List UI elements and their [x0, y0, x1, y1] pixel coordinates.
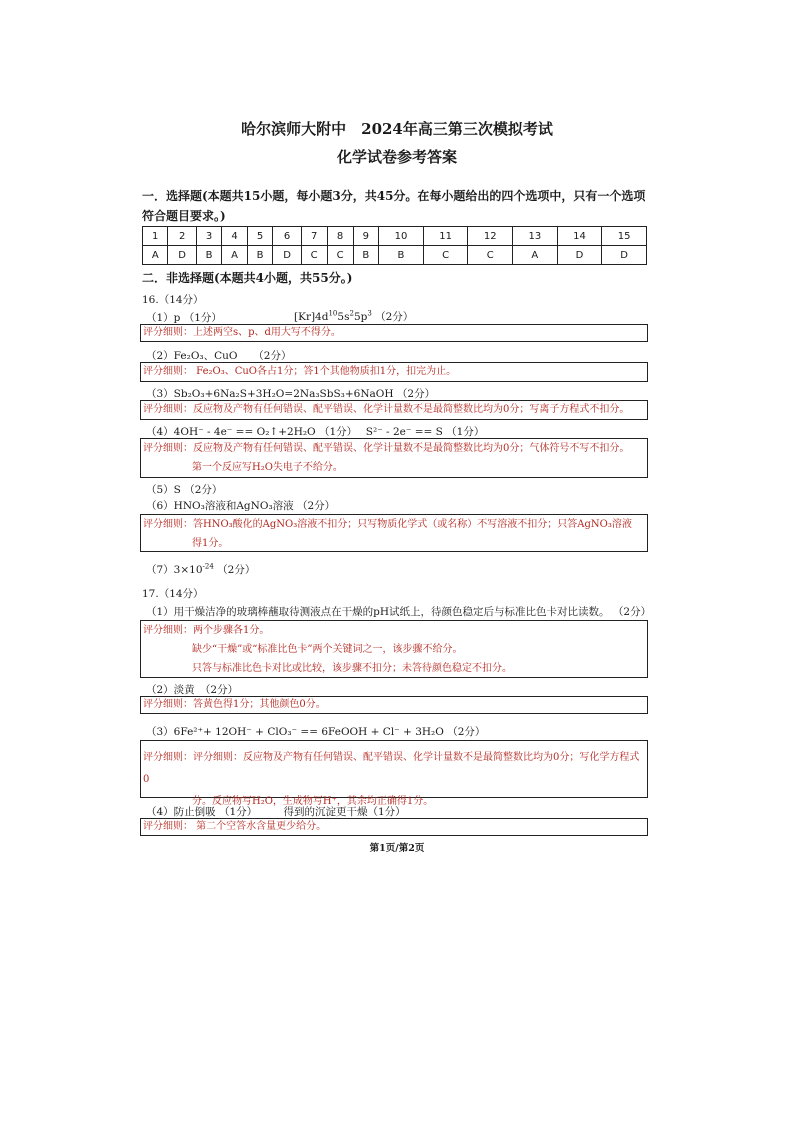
question-number-cell: 3	[196, 227, 222, 246]
question-number-cell: 10	[379, 227, 424, 246]
answer-cell: C	[327, 246, 353, 265]
q16-note4-line2: 第一个反应写H₂O失电子不给分。	[192, 462, 343, 473]
answer-cell: B	[247, 246, 273, 265]
page-footer: 第1页/第2页	[369, 843, 425, 854]
answer-cell: D	[273, 246, 301, 265]
q16-note6-line1: 评分细则：答HNO₃酸化的AgNO₃溶液不扣分；只写物质化学式（或名称）不写溶液不扣分；只答AgNO₃溶液	[143, 519, 632, 530]
q17-note1	[140, 620, 648, 678]
q16-part5: （5）S （2分）	[146, 484, 223, 496]
answer-cell: C	[468, 246, 513, 265]
question-number-cell: 8	[327, 227, 353, 246]
q17-note3	[140, 740, 648, 807]
q16-part7-exponent: -24	[202, 562, 214, 571]
q17-note3-line2: 分。反应物写H₂O，生成物写H⁺，其余均正确得1分。	[192, 796, 434, 807]
q17-note1-line3: 只答与标准比色卡对比或比较，该步骤不扣分；未答待颜色稳定不扣分。	[192, 663, 512, 674]
answer-cell: B	[379, 246, 424, 265]
question-number-row	[143, 227, 647, 246]
q17-part4: （4）防止倒吸 （1分） 得到的沉淀更干燥（1分）	[146, 806, 406, 818]
question-number-cell: 15	[602, 227, 647, 246]
q16-part3: （3）Sb₂O₃+6Na₂S+3H₂O=2Na₃SbS₃+6NaOH （2分）	[146, 388, 436, 400]
question-number-cell: 13	[513, 227, 558, 246]
q17-note2: 评分细则：答黄色得1分；其他颜色0分。	[140, 696, 648, 714]
q16-note4	[140, 438, 648, 478]
q16-part7-score: （2分）	[213, 564, 256, 576]
answer-cell: A	[513, 246, 558, 265]
answer-cell: A	[143, 246, 168, 265]
q16-note6-line2: 得1分。	[192, 538, 229, 549]
answer-cell: C	[301, 246, 327, 265]
answer-cell: D	[602, 246, 647, 265]
q16-title: 16.（14分）	[142, 294, 204, 306]
q16-note4-line1: 评分细则：反应物及产物有任何错误、配平错误、化学计量数不是最简整数比均为0分；气体符号不写不扣分。	[143, 443, 630, 454]
question-number-cell: 14	[557, 227, 602, 246]
q17-note3-line1: 评分细则：评分细则：反应物及产物有任何错误、配平错误、化学计量数不是最简整数比均为0分；写化学方程式0	[143, 752, 640, 785]
q16-part1-config: $[Kr]4d^{10}5s^25p^3$ （2分）	[294, 309, 414, 323]
q16-part1-score: （2分）	[375, 311, 414, 323]
q16-part6: （6）HNO₃溶液和AgNO₃溶液 （2分）	[146, 500, 336, 512]
q17-note1-line2: 缺少“干燥”或“标准比色卡”两个关键词之一，该步骤不给分。	[192, 644, 463, 655]
answer-row	[143, 246, 647, 265]
question-number-cell: 9	[353, 227, 379, 246]
q17-part1: （1）用干燥洁净的玻璃棒蘸取待测液点在干燥的pH试纸上，待颜色稳定后与标准比色卡对比读数。 （2分）	[146, 606, 652, 618]
answer-cell: B	[196, 246, 222, 265]
q17-title: 17.（14分）	[142, 588, 204, 600]
q16-part7-base: （7）3×10	[146, 564, 203, 576]
answer-cell: D	[557, 246, 602, 265]
section1-heading: 一．选择题(本题共15小题，每小题3分，共45分。在每小题给出的四个选项中，只有一个选项符合题目要求。)	[142, 189, 646, 223]
question-number-cell: 12	[468, 227, 513, 246]
question-number-cell: 4	[222, 227, 247, 246]
answer-cell: A	[222, 246, 247, 265]
q17-note4: 评分细则： 第二个空答水含量更少给分。	[140, 818, 648, 836]
q17-part3: （3）6Fe²⁺+ 12OH⁻ + ClO₃⁻ == 6FeOOH + Cl⁻ + 3H₂O （2分）	[146, 726, 486, 738]
q16-part1: （1）p （1分）	[146, 312, 222, 324]
exam-subtitle: 化学试卷参考答案	[336, 148, 457, 166]
answer-cell: B	[353, 246, 379, 265]
q16-note1: 评分细则：上述两空s、p、d用大写不得分。	[140, 324, 648, 342]
q16-part2: （2）Fe₂O₃、CuO （2分）	[146, 350, 292, 362]
q16-part7	[146, 562, 255, 577]
answer-table	[142, 226, 647, 265]
question-number-cell: 11	[423, 227, 468, 246]
q17-note1-line1: 评分细则：两个步骤各1分。	[143, 625, 270, 636]
question-number-cell: 2	[168, 227, 196, 246]
question-number-cell: 1	[143, 227, 168, 246]
question-number-cell: 6	[273, 227, 301, 246]
q16-note2: 评分细则： Fe₂O₃、CuO各占1分；答1个其他物质扣1分，扣完为止。	[140, 362, 648, 382]
section2-heading: 二．非选择题(本题共4小题，共55分。)	[142, 271, 353, 285]
q16-note3: 评分细则：反应物及产物有任何错误、配平错误、化学计量数不是最简整数比均为0分；写离子方程式不扣分。	[140, 400, 648, 420]
q16-part4: （4）4OH⁻ - 4e⁻ == O₂↑+2H₂O （1分） S²⁻ - 2e⁻ == S （1分）	[146, 426, 485, 438]
answer-cell: C	[423, 246, 468, 265]
q17-part2: （2）淡黄 （2分）	[146, 684, 239, 696]
question-number-cell: 5	[247, 227, 273, 246]
question-number-cell: 7	[301, 227, 327, 246]
q16-note6	[140, 514, 648, 552]
answer-cell: D	[168, 246, 196, 265]
exam-title: 哈尔滨师大附中 2024年高三第三次模拟考试	[241, 120, 553, 138]
